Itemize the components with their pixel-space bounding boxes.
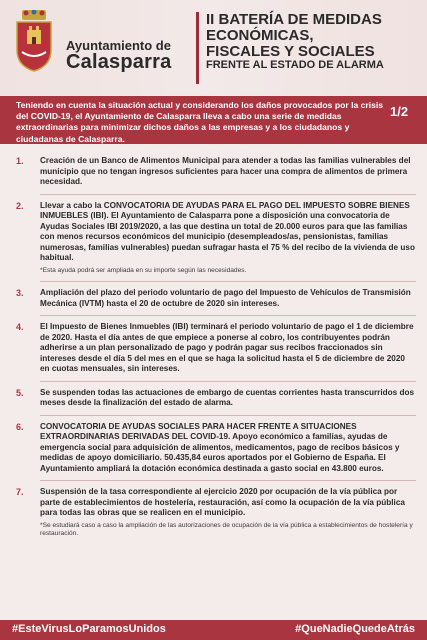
divider	[40, 381, 416, 382]
item-text: Llevar a cabo la CONVOCATORIA DE AYUDAS PARA EL PAGO DEL IMPUESTO SOBRE BIENES INMUEBLES (IBI). El Ayuntamiento de Calasparra pone a disposición una convocatoria de Ayudas Sociales IBI 2019/2020, a las que destina un total de 20.000 euros para que las familias con menos recursos económicos del municipio (desempleados/as, pensionistas, familias numerosas, familias vulnerables) puedan sufragar hasta el 75 % del recibo de la vivienda de uso habitual.	[40, 200, 415, 262]
list-item	[14, 156, 416, 188]
item-text: Se suspenden todas las actuaciones de embargo de cuentas corrientes hasta transcurridos dos meses desde la finalización del estado de alarma.	[40, 387, 415, 408]
item-text: Ampliación del plazo del periodo voluntario de pago del Impuesto de Vehículos de Transmisión Mecánica (IVTM) hasta el 20 de octubre de 2020 sin intereses.	[40, 288, 411, 308]
page-title	[206, 12, 424, 72]
list-item	[14, 322, 416, 375]
intro-banner	[0, 96, 427, 144]
title-subtitle: FRENTE AL ESTADO DE ALARMA	[206, 59, 384, 72]
divider	[40, 315, 416, 316]
title-line: ECONÓMICAS,	[206, 26, 314, 44]
org-name-line1: Ayuntamiento de	[66, 38, 171, 53]
header	[0, 0, 427, 96]
item-number: 2.	[16, 200, 24, 211]
measures-list	[14, 156, 416, 545]
hashtag-left: #EsteVirusLoParamosUnidos	[12, 623, 166, 635]
intro-text: Teniendo en cuenta la situación actual y considerando los daños provocados por la crisis del COVID-19, el Ayuntamiento de Calasparra lleva a cabo una serie de medidas extraordinarias para minimizar dichos daños a las empresas y a los ciudadanos y ciudadanas de Calasparra.	[16, 100, 384, 144]
item-number: 5.	[16, 387, 24, 398]
page-number: 1/2	[390, 104, 409, 119]
title-divider	[196, 12, 199, 84]
title-line: II BATERÍA DE MEDIDAS	[206, 11, 382, 28]
item-text: El Impuesto de Bienes Inmuebles (IBI) terminará el periodo voluntario de pago el 1 de diciembre de 2020. Hasta el día antes de que empiece a ponerse al cobro, los contribuyentes podrán adherirse a un plan personalizado de pago y podrán pagar sus recibos fraccionados sin intereses desde el día 5 del mes en el que se haga la solicitud hasta el 5 de diciembre de 2020 en cuotas mensuales, sin intereses.	[40, 322, 414, 374]
item-text: CONVOCATORIA DE AYUDAS SOCIALES PARA HACER FRENTE A SITUACIONES EXTRAORDINARIAS DERIVADAS DEL COVID-19. Apoyo económico a familias, ayudas de emergencia social para adquisición de alimentos, medicamentos, pago de recibos básicos y medidas de apoyo domiciliario. 50.435,84 euros aportados por el Gobierno de España. El Ayuntamiento ampliará la dotación económica destinada a gasto social en 43.800 euros.	[40, 421, 400, 473]
list-item	[14, 422, 416, 475]
item-number: 3.	[16, 288, 24, 299]
coat-of-arms-icon	[14, 10, 54, 72]
item-number: 6.	[16, 421, 24, 432]
list-item	[14, 487, 416, 539]
item-note: *Esta ayuda podrá ser ampliada en su importe según las necesidades.	[40, 266, 247, 274]
item-note: *Se estudiará caso a caso la ampliación de las autorizaciones de ocupación de la vía pública a establecimientos de hostelería y restauración.	[40, 521, 413, 538]
item-text: Creación de un Banco de Alimentos Municipal para atender a todas las familias vulnerables del municipio que no tengan ingresos suficientes para hacer una compra de alimentos de primera necesidad.	[40, 156, 411, 186]
divider	[40, 415, 416, 416]
title-line: FISCALES Y SOCIALES	[206, 42, 375, 60]
divider	[40, 480, 416, 481]
list-item	[14, 388, 416, 409]
org-name-line2: Calasparra	[66, 51, 172, 73]
item-number: 4.	[16, 322, 24, 333]
footer-banner	[0, 620, 427, 640]
list-item	[14, 288, 416, 309]
divider	[40, 194, 416, 195]
item-number: 1.	[16, 156, 24, 166]
list-item	[14, 201, 416, 276]
item-number: 7.	[16, 487, 24, 498]
divider	[40, 281, 416, 282]
hashtag-right: #QueNadieQuedeAtrás	[295, 623, 415, 635]
item-text: Suspensión de la tasa correspondiente al ejercicio 2020 por ocupación de la vía pública por parte de establecimientos de hostelería, restauración, así como la ocupación de la vía pública para todas las obras que se realicen en el municipio.	[40, 487, 405, 518]
